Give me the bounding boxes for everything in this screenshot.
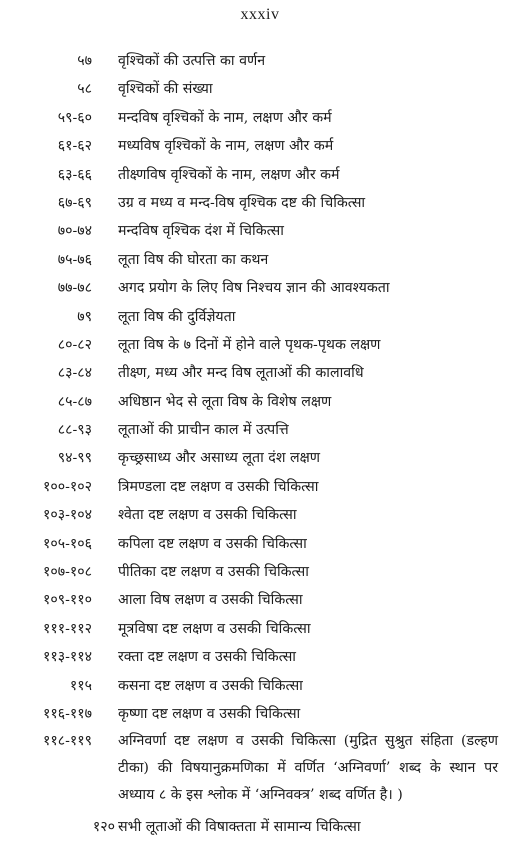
entry-number: ११३-११४ xyxy=(42,649,92,666)
entry-title: श्वेता दष्ट लक्षण व उसकी चिकित्सा xyxy=(118,507,297,524)
entry-number: ८३-८४ xyxy=(57,365,92,382)
entry-number: ११५ xyxy=(69,677,92,694)
toc-entry xyxy=(0,558,510,586)
entry-title: वृश्चिकों की संख्या xyxy=(118,81,213,98)
entry-number: ११६-११७ xyxy=(42,705,92,722)
entry-title: रक्ता दष्ट लक्षण व उसकी चिकित्सा xyxy=(118,649,296,666)
toc-entry xyxy=(0,161,510,189)
entry-title: कसना दष्ट लक्षण व उसकी चिकित्सा xyxy=(118,677,303,694)
toc-entry xyxy=(0,700,510,728)
entry-title: वृश्चिकों की उत्पत्ति का वर्णन xyxy=(118,53,266,69)
toc-entry xyxy=(0,189,510,217)
entry-title: सभी लूताओं की विषाक्तता में सामान्य चिकित्सा xyxy=(118,819,361,836)
entry-title: लूता विष के ७ दिनों में होने वाले पृथक-पृथक लक्षण xyxy=(118,336,381,353)
toc-entry xyxy=(0,274,510,302)
entry-number: ७०-७४ xyxy=(57,223,92,240)
entry-number: १०७-१०८ xyxy=(42,564,92,581)
entry-title: अग्निवर्णा दष्ट लक्षण व उसकी चिकित्सा (मुद्रित सुश्रुत संहिता (डल्हण टीका) की विषयानुक्रमणिका में वर्णित ‘अग्निवर्णा’ शब्द के स्थान पर अध्याय ८ के इस श्लोक में ‘अग्निवक्त्र’ शब्द वर्णित है। ) xyxy=(118,733,498,804)
entry-number: १०५-१०६ xyxy=(42,535,92,552)
table-of-contents xyxy=(0,47,510,842)
entry-number: ६३-६६ xyxy=(57,166,92,183)
entry-number: ७९ xyxy=(77,308,92,325)
entry-title: अधिष्ठान भेद से लूता विष के विशेष लक्षण xyxy=(118,393,332,410)
entry-title: त्रिमण्डला दष्ट लक्षण व उसकी चिकित्सा xyxy=(118,478,319,495)
toc-entry xyxy=(0,104,510,132)
toc-entry xyxy=(0,643,510,671)
entry-number: ७५-७६ xyxy=(57,251,92,268)
toc-entry xyxy=(0,217,510,245)
toc-entry xyxy=(0,359,510,387)
entry-number: ५८ xyxy=(77,81,92,98)
toc-entry xyxy=(0,75,510,103)
page-number: xxxiv xyxy=(240,6,280,23)
toc-entry xyxy=(0,813,510,841)
entry-number: १११-११२ xyxy=(42,620,92,637)
toc-entry xyxy=(0,388,510,416)
toc-entry xyxy=(0,728,510,809)
entry-title: लूता विष की दुर्विज्ञेयता xyxy=(118,308,236,325)
entry-title: लूताओं की प्राचीन काल में उत्पत्ति xyxy=(118,422,289,439)
toc-entry xyxy=(0,331,510,359)
toc-entry xyxy=(0,444,510,472)
entry-title: मन्दविष वृश्चिकों के नाम, लक्षण और कर्म xyxy=(118,109,332,126)
entry-title: तीक्ष्णविष वृश्चिकों के नाम, लक्षण और कर्म xyxy=(118,166,340,183)
entry-number: १०३-१०४ xyxy=(42,507,92,524)
toc-entry xyxy=(0,132,510,160)
entry-number: १२० xyxy=(92,819,115,836)
entry-number: ८०-८२ xyxy=(57,336,92,353)
toc-entry xyxy=(0,246,510,274)
entry-number: ७७-७८ xyxy=(57,280,92,297)
entry-number: १०९-११० xyxy=(42,592,92,609)
entry-title: लूता विष की घोरता का कथन xyxy=(118,251,269,268)
entry-title: कृच्छ्रसाध्य और असाध्य लूता दंश लक्षण xyxy=(118,450,321,467)
entry-title: आला विष लक्षण व उसकी चिकित्सा xyxy=(118,592,303,609)
toc-entry xyxy=(0,501,510,529)
entry-title: उग्र व मध्य व मन्द-विष वृश्चिक दष्ट की चिकित्सा xyxy=(118,194,366,211)
toc-entry xyxy=(0,530,510,558)
entry-number: ६१-६२ xyxy=(57,138,92,155)
entry-title: मध्यविष वृश्चिकों के नाम, लक्षण और कर्म xyxy=(118,138,334,155)
entry-number: १००-१०२ xyxy=(42,478,92,495)
toc-entry xyxy=(0,47,510,75)
toc-entry xyxy=(0,615,510,643)
entry-number: ८८-९३ xyxy=(57,422,92,439)
entry-title: मूत्रविषा दष्ट लक्षण व उसकी चिकित्सा xyxy=(118,620,311,637)
entry-number: ६७-६९ xyxy=(57,194,92,211)
toc-entry xyxy=(0,416,510,444)
entry-title: मन्दविष वृश्चिक दंश में चिकित्सा xyxy=(118,223,284,240)
toc-entry xyxy=(0,473,510,501)
entry-title: कृष्णा दष्ट लक्षण व उसकी चिकित्सा xyxy=(118,705,301,722)
entry-title: तीक्ष्ण, मध्य और मन्द विष लूताओं की कालावधि xyxy=(118,365,364,382)
entry-number: ८५-८७ xyxy=(57,393,92,410)
toc-entry xyxy=(0,303,510,331)
entry-title: कपिला दष्ट लक्षण व उसकी चिकित्सा xyxy=(118,535,307,552)
toc-entry xyxy=(0,672,510,700)
entry-title: अगद प्रयोग के लिए विष निश्चय ज्ञान की आवश्यकता xyxy=(118,280,390,297)
toc-entry xyxy=(0,586,510,614)
entry-number: ११८-११९ xyxy=(42,733,92,750)
entry-number: ५७ xyxy=(77,53,92,69)
entry-number: ९४-९९ xyxy=(57,450,92,467)
entry-title: पीतिका दष्ट लक्षण व उसकी चिकित्सा xyxy=(118,564,309,581)
entry-number: ५९-६० xyxy=(57,109,92,126)
